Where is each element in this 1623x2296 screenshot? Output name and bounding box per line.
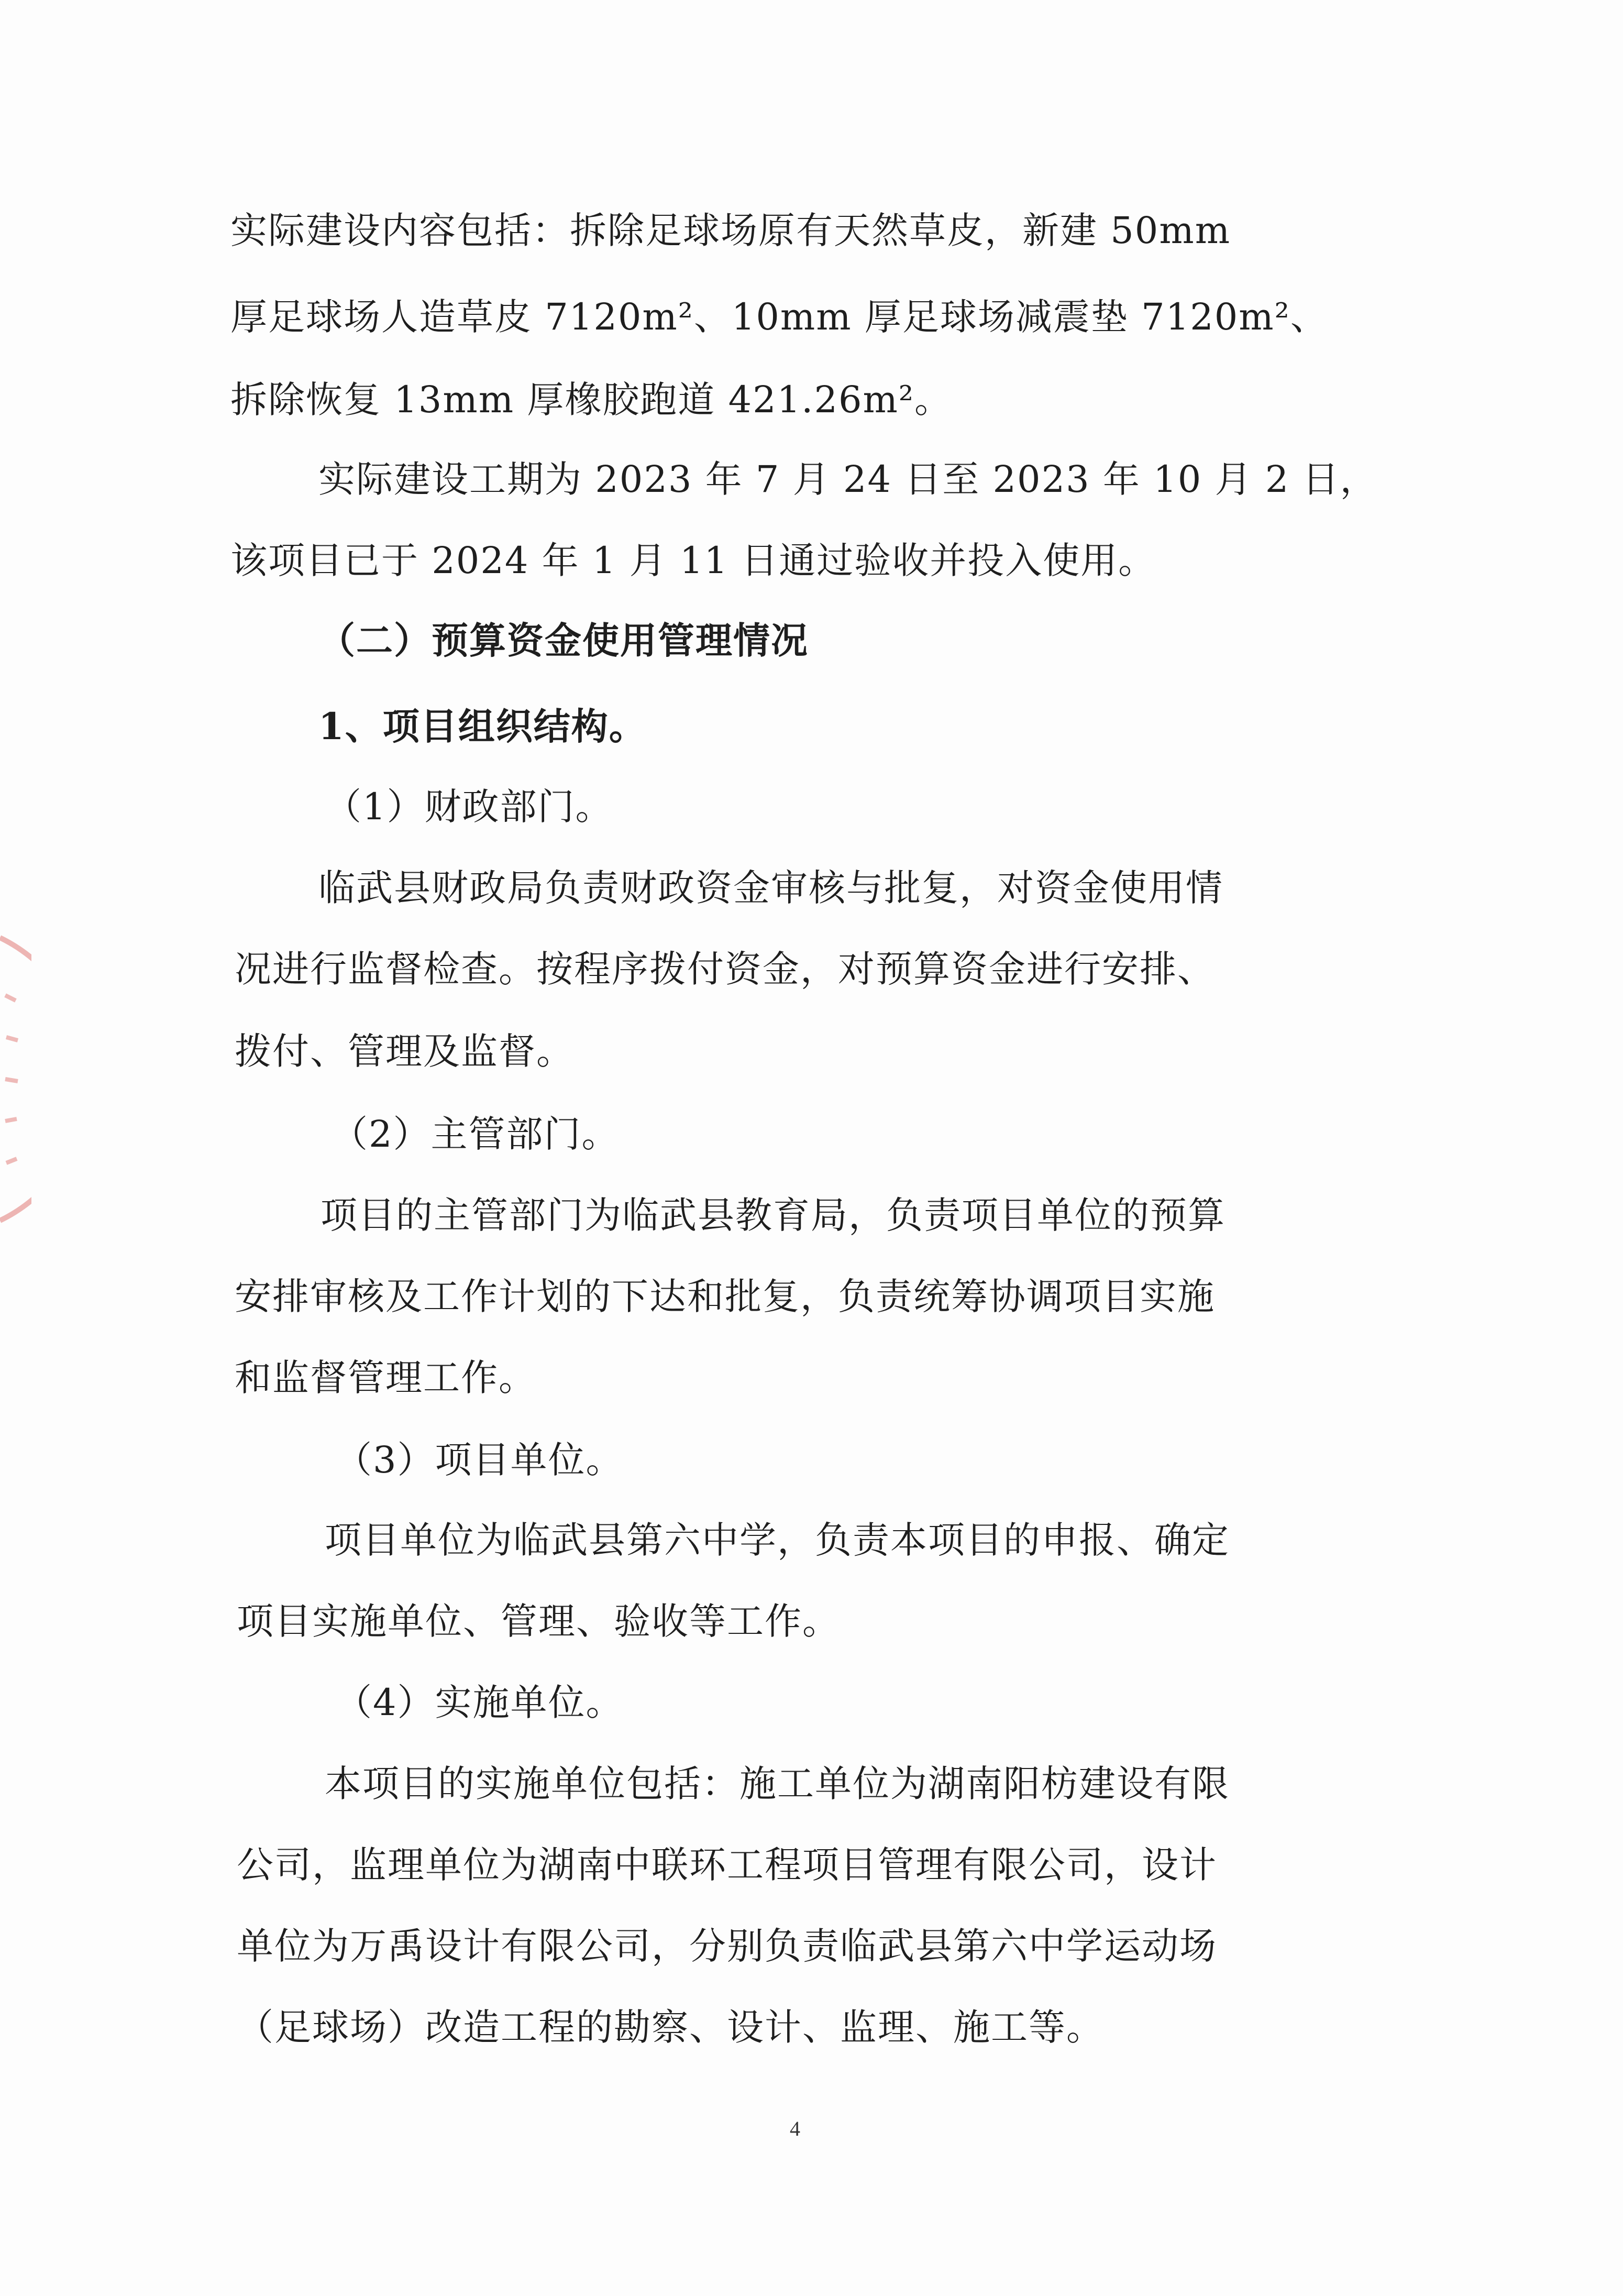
body-line-5: 该项目已于 2024 年 1 月 11 日通过验收并投入使用。 — [230, 539, 1156, 582]
body-line-4: 实际建设工期为 2023 年 7 月 24 日至 2023 年 10 月 2 日， — [318, 458, 1378, 501]
body-line-13: 项目的主管部门为临武县教育局，负责项目单位的预算 — [321, 1194, 1225, 1237]
body-line-21: 公司，监理单位为湖南中联环工程项目管理有限公司，设计 — [237, 1843, 1217, 1886]
body-line-15: 和监督管理工作。 — [235, 1356, 536, 1399]
body-line-1: 实际建设内容包括：拆除足球场原有天然草皮，新建 50mm — [230, 209, 1231, 252]
body-line-9: 临武县财政局负责财政资金审核与批复，对资金使用情 — [318, 866, 1223, 909]
body-line-14: 安排审核及工作计划的下达和批复，负责统筹协调项目实施 — [235, 1275, 1215, 1318]
body-line-2: 厚足球场人造草皮 7120m²、10mm 厚足球场减震垫 7120m²、 — [230, 295, 1328, 338]
item-heading-project-unit: （3）项目单位。 — [335, 1438, 624, 1481]
item-heading-implementing-unit: （4）实施单位。 — [335, 1681, 624, 1724]
item-heading-competent-dept: （2）主管部门。 — [331, 1113, 620, 1156]
body-line-23: （足球场）改造工程的勘察、设计、监理、施工等。 — [237, 2006, 1104, 2049]
subheading-org-structure: 1、项目组织结构。 — [318, 705, 647, 748]
body-line-17: 项目单位为临武县第六中学，负责本项目的申报、确定 — [325, 1519, 1230, 1562]
body-line-22: 单位为万禹设计有限公司，分别负责临武县第六中学运动场 — [237, 1925, 1217, 1968]
section-heading-budget-management: （二）预算资金使用管理情况 — [318, 619, 809, 662]
body-line-3: 拆除恢复 13mm 厚橡胶跑道 421.26m²。 — [230, 378, 952, 421]
body-line-10: 况进行监督检查。按程序拨付资金，对预算资金进行安排、 — [235, 948, 1215, 991]
body-line-20: 本项目的实施单位包括：施工单位为湖南阳枋建设有限 — [325, 1762, 1230, 1805]
item-heading-finance-dept: （1）财政部门。 — [325, 785, 613, 828]
page-number: 4 — [790, 2117, 800, 2140]
seal-stamp-fragment — [0, 932, 31, 1226]
body-line-11: 拨付、管理及监督。 — [235, 1030, 574, 1073]
body-line-18: 项目实施单位、管理、验收等工作。 — [237, 1600, 840, 1643]
